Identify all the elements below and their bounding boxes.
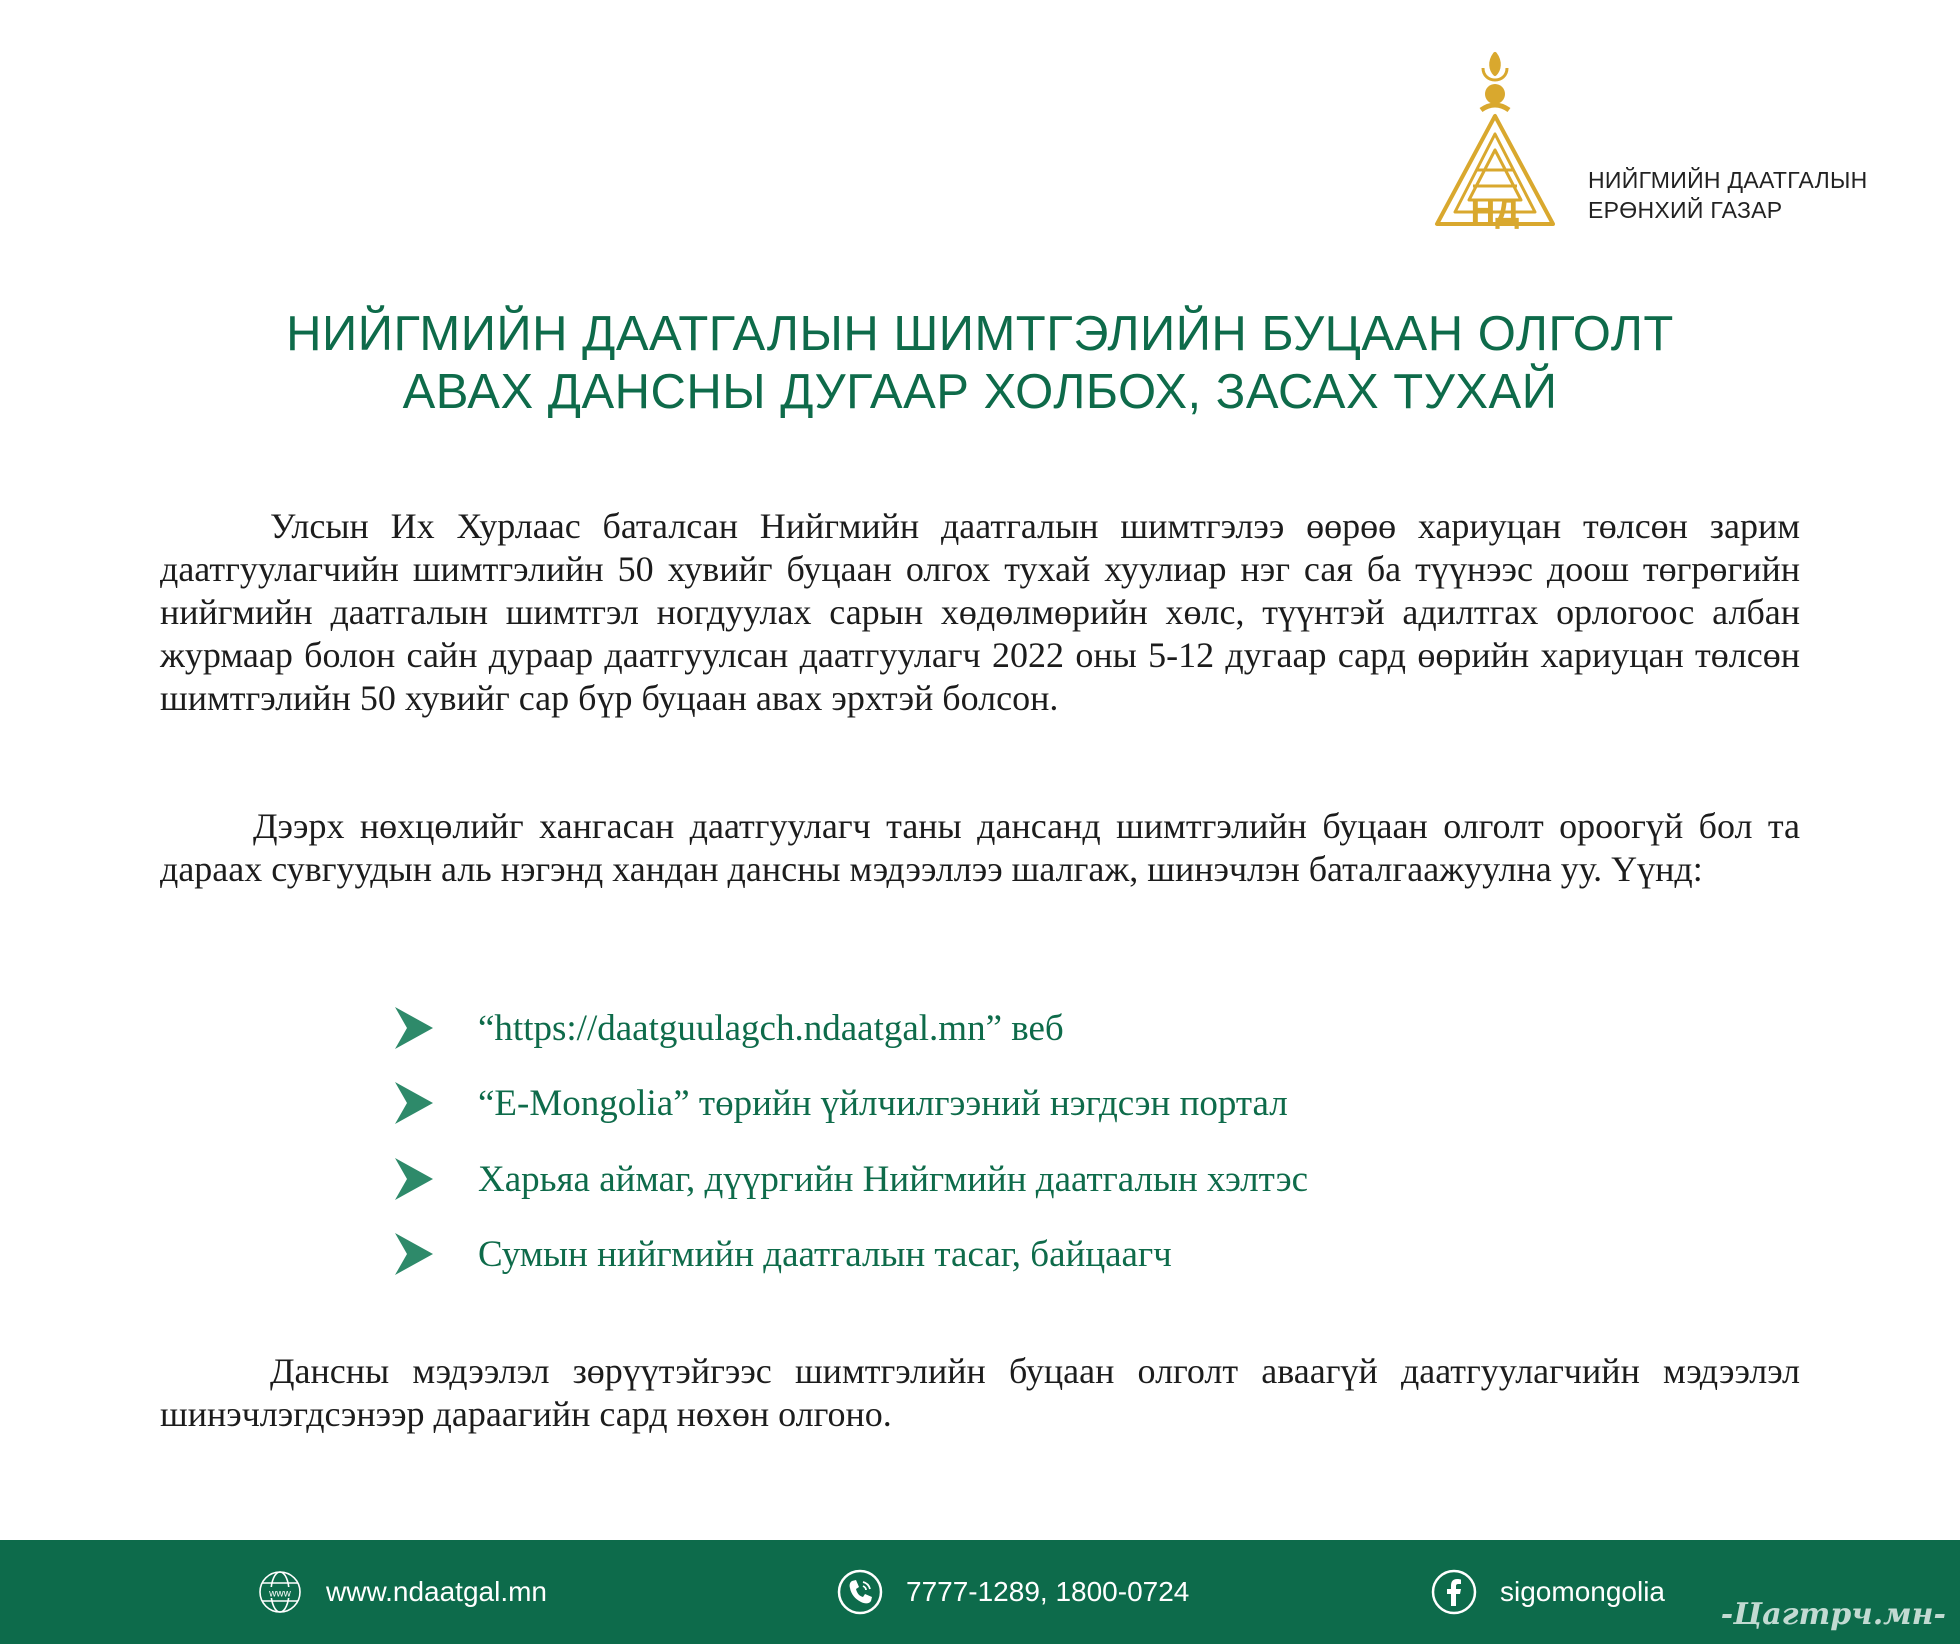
globe-icon-text: www [269,1588,291,1600]
page-title-line1: НИЙГМИЙН ДААТГАЛЫН ШИМТГЭЛИЙН БУЦААН ОЛГОЛТ [286,307,1674,361]
organization-name [1588,165,1868,225]
chevron-right-icon [393,1156,435,1202]
channel-item-website [393,1003,1064,1053]
organization-name-line1: НИЙГМИЙН ДААТГАЛЫН [1588,167,1868,193]
footer-phone-text: 7777-1289, 1800-0724 [906,1576,1190,1607]
chevron-right-icon [393,1080,435,1126]
channel-label: Сумын нийгмийн даатгалын тасаг, байцаагч [478,1233,1172,1275]
footer-website[interactable] [256,1540,547,1644]
footer-phone[interactable] [836,1540,1189,1644]
paragraph-closing: Дансны мэдээлэл зөрүүтэйгээс шимтгэлийн буцаан олголт аваагүй даатгуулагчийн мэдээлэл шинэчлэгдсэнээр дараагийн сард нөхөн олгоно. [160,1351,1800,1434]
page-title-line2: АВАХ ДАНСНЫ ДУГААР ХОЛБОХ, ЗАСАХ ТУХАЙ [402,365,1558,419]
footer-website-text: www.ndaatgal.mn [326,1576,548,1607]
channel-item-district-office [393,1154,1308,1204]
globe-icon [256,1568,304,1616]
chevron-right-icon [393,1231,435,1277]
page-title [0,305,1960,421]
channel-item-e-mongolia [393,1078,1288,1128]
phone-icon [836,1568,884,1616]
logo-letters: НД [1470,192,1520,230]
channel-item-soum-office [393,1229,1172,1279]
channel-label: Харьяа аймаг, дүүргийн Нийгмийн даатгалын хэлтэс [478,1158,1309,1200]
organization-logo [1425,50,1565,230]
channel-label[interactable]: “https://daatguulagch.ndaatgal.mn” веб [478,1007,1064,1049]
footer-facebook[interactable] [1430,1540,1665,1644]
footer-facebook-text: sigomongolia [1500,1576,1665,1607]
channel-label: “E-Mongolia” төрийн үйлчилгээний нэгдсэн портал [478,1082,1288,1124]
footer-bar [0,1540,1960,1644]
watermark: -Цагтрч.мн- [1720,1597,1946,1632]
paragraph-intro: Улсын Их Хурлаас баталсан Нийгмийн даатгалын шимтгэлээ өөрөө хариуцан төлсөн зарим даатгуулагчийн шимтгэлийн 50 хувийг буцаан олгох тухай хуулиар нэг сая ба түүнээс доош төгрөгийн нийгмийн даатгалын шимтгэл ногдуулах сарын хөдөлмөрийн хөлс, түүнтэй адилтгах орлогоос албан журмаар болон сайн дураар даатгуулсан даатгуулагч 2022 оны 5-12 дугаар сард өөрийн хариуцан төлсөн шимтгэлийн 50 хувийг сар бүр буцаан авах эрхтэй болсон. [160,506,1800,718]
organization-name-line2: ЕРӨНХИЙ ГАЗАР [1588,197,1783,223]
paragraph-instruction: Дээрх нөхцөлийг хангасан даатгуулагч таны дансанд шимтгэлийн буцаан олголт ороогүй бол та дараах сувгуудын аль нэгэнд хандан дансны мэдээллээ шалгаж, шинэчлэн баталгаажуулна уу. Үүнд: [160,806,1800,889]
facebook-icon [1430,1568,1478,1616]
chevron-right-icon [393,1005,435,1051]
